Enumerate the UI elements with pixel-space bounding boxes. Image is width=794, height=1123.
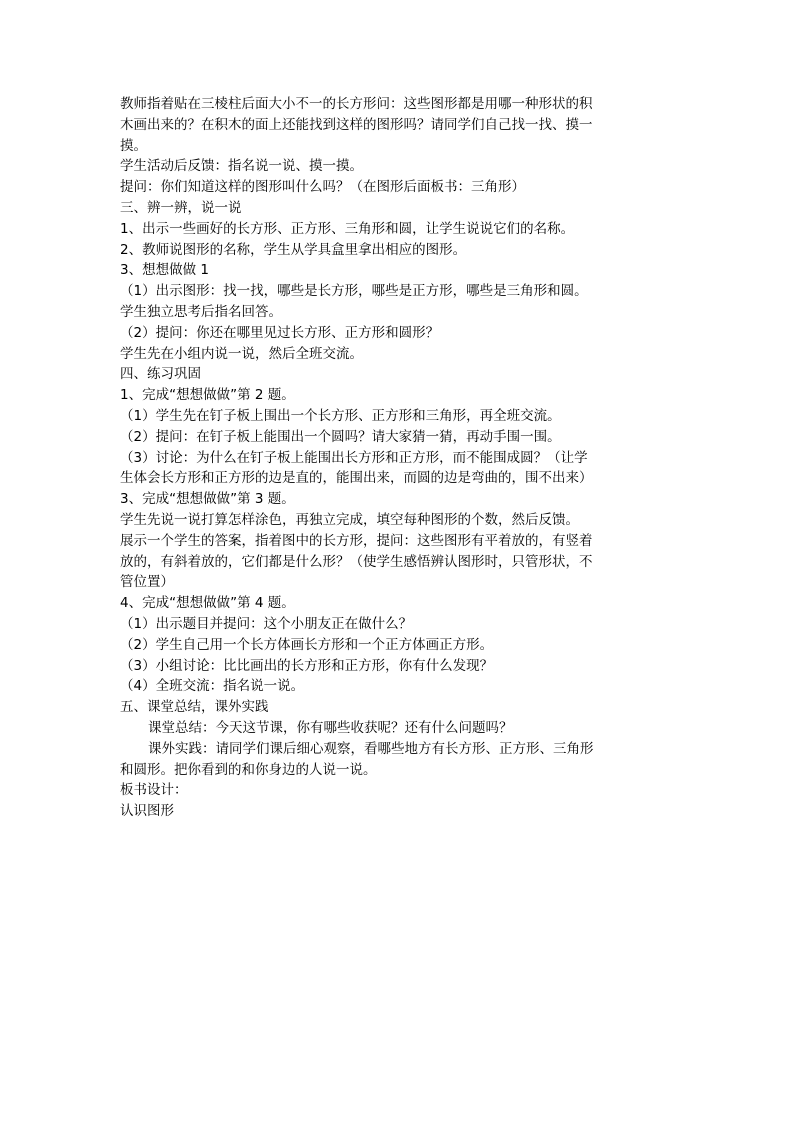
document-body — [120, 94, 680, 822]
text-line: （3）小组讨论：比比画出的长方形和正方形，你有什么发现？ — [120, 657, 494, 674]
text-line: （2）提问：在钉子板上能围出一个圆吗？请大家猜一猜，再动手围一围。 — [120, 428, 561, 445]
text-line: （2）提问：你还在哪里见过长方形、正方形和圆形？ — [120, 324, 440, 341]
text-line: 板书设计： — [120, 782, 188, 799]
text-line: （1）学生先在钉子板上围出一个长方形、正方形和三角形，再全班交流。 — [120, 407, 561, 424]
text-line: 摸。 — [120, 137, 147, 154]
text-line: 3、想想做做 1 — [120, 262, 209, 279]
text-line: 生体会长方形和正方形的边是直的，能围出来，而圆的边是弯曲的，围不出来） — [120, 470, 593, 487]
text-line: 放的，有斜着放的，它们都是什么形？（使学生感悟辨认图形时，只管形状，不 — [120, 553, 593, 570]
section-heading: 四、练习巩固 — [120, 366, 201, 383]
section-heading: 五、课堂总结，课外实践 — [120, 699, 269, 716]
text-line: 学生先说一说打算怎样涂色，再独立完成，填空每种图形的个数，然后反馈。 — [120, 511, 579, 528]
text-line: 和圆形。把你看到的和你身边的人说一说。 — [120, 761, 377, 778]
text-line: 4、完成“想想做做”第 4 题。 — [120, 595, 295, 612]
text-line: 2、教师说图形的名称，学生从学具盒里拿出相应的图形。 — [120, 241, 467, 258]
text-line: 课外实践：请同学们课后细心观察，看哪些地方有长方形、正方形、三角形 — [148, 740, 594, 757]
text-line: 1、出示一些画好的长方形、正方形、三角形和圆，让学生说说它们的名称。 — [120, 220, 575, 237]
text-line: 学生活动后反馈：指名说一说、摸一摸。 — [120, 158, 363, 175]
text-line: 管位置） — [120, 574, 174, 591]
section-heading: 三、辨一辨，说一说 — [120, 199, 242, 216]
text-line: （1）出示图形：找一找，哪些是长方形，哪些是正方形，哪些是三角形和圆。 — [120, 283, 588, 300]
text-line: 展示一个学生的答案，指着图中的长方形，提问：这些图形有平着放的，有竖着 — [120, 532, 593, 549]
text-line: （2）学生自己用一个长方体画长方形和一个正方体画正方形。 — [120, 636, 494, 653]
text-line: 认识图形 — [120, 803, 174, 820]
text-line: 木画出来的？在积木的面上还能找到这样的图形吗？请同学们自己找一找、摸一 — [120, 116, 593, 133]
text-line: 教师指着贴在三棱柱后面大小不一的长方形问：这些图形都是用哪一种形状的积 — [120, 96, 593, 112]
text-line: （1）出示题目并提问：这个小朋友正在做什么？ — [120, 615, 413, 632]
text-line: 提问：你们知道这样的图形叫什么吗？（在图形后面板书：三角形） — [120, 179, 525, 196]
text-line: （3）讨论：为什么在钉子板上能围出长方形和正方形，而不能围成圆？（让学 — [120, 449, 588, 466]
text-line: 课堂总结：今天这节课，你有哪些收获呢？还有什么问题吗？ — [148, 719, 513, 736]
text-line: 1、完成“想想做做”第 2 题。 — [120, 387, 295, 404]
text-line: 3、完成“想想做做”第 3 题。 — [120, 491, 295, 508]
text-line: （4）全班交流：指名说一说。 — [120, 678, 305, 695]
text-line: 学生独立思考后指名回答。 — [120, 303, 282, 320]
text-line: 学生先在小组内说一说，然后全班交流。 — [120, 345, 363, 362]
